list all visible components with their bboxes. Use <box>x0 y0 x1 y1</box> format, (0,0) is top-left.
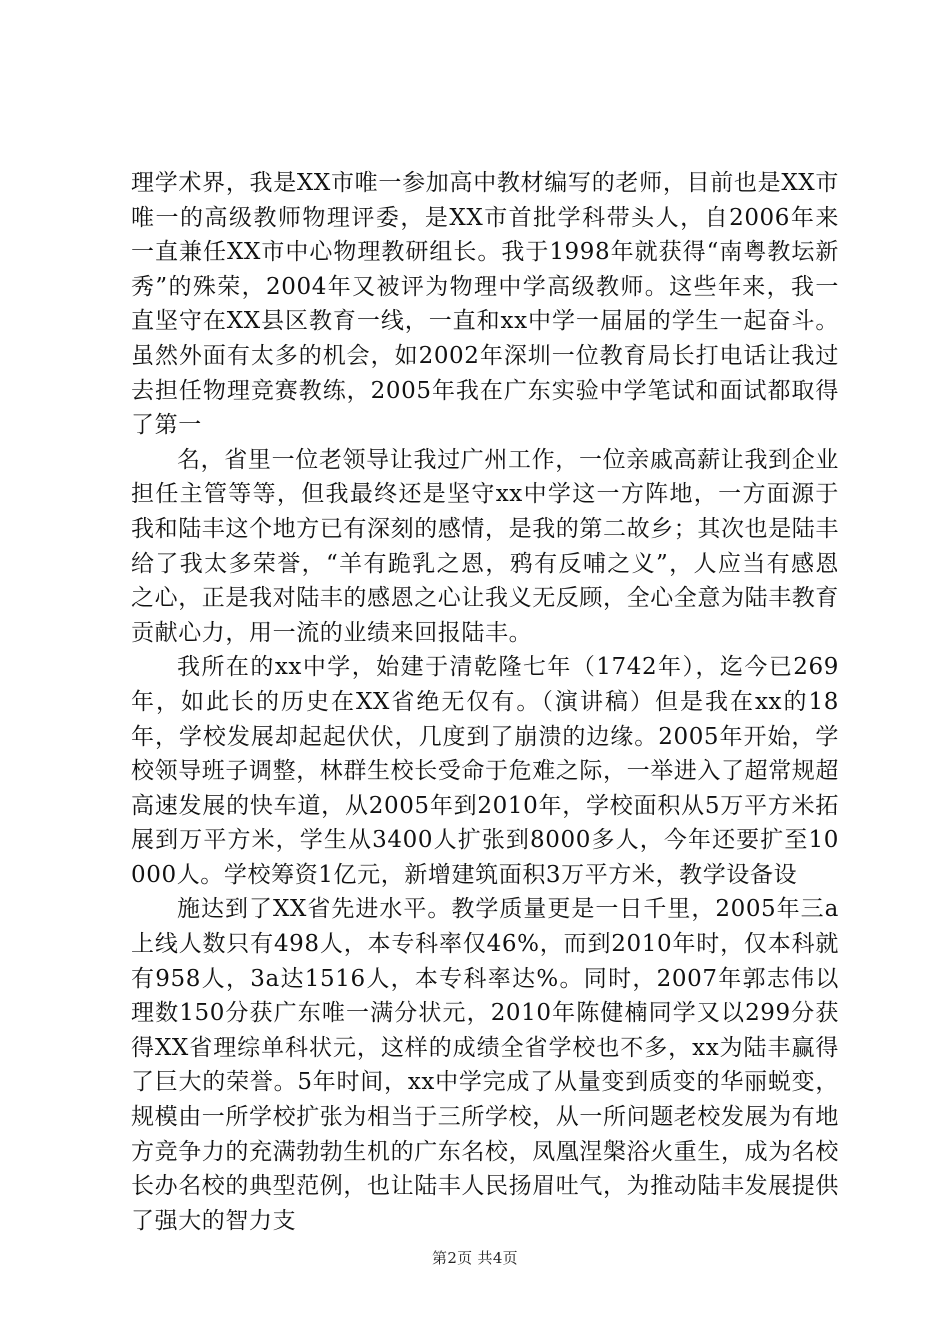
paragraph: 理学术界，我是XX市唯一参加高中教材编写的老师，目前也是XX市唯一的高级教师物理评委，是XX市首批学科带头人，自2006年来一直兼任XX市中心物理教研组长。我于1998年就获得“南粤教坛新秀”的殊荣，2004年又被评为物理中学高级教师。这些年来，我一直坚守在XX县区教育一线，一直和xx中学一届届的学生一起奋斗。虽然外面有太多的机会，如2002年深圳一位教育局长打电话让我过去担任物理竞赛教练，2005年我在广东实验中学笔试和面试都取得了第一 <box>131 170 839 439</box>
paragraph: 我所在的xx中学，始建于清乾隆七年（1742年），迄今已269年，如此长的历史在XX省绝无仅有。（演讲稿）但是我在xx的18年，学校发展却起起伏伏，几度到了崩溃的边缘。2005年开始，学校领导班子调整，林群生校长受命于危难之际，一举进入了超常规超高速发展的快车道，从2005年到2010年，学校面积从5万平方米拓展到万平方米，学生从3400人扩张到8000多人，今年还要扩至10000人。学校筹资1亿元，新增建筑面积3万平方米，教学设备设 <box>131 654 839 888</box>
page-footer <box>0 1247 950 1268</box>
paragraph: 名，省里一位老领导让我过广州工作，一位亲戚高薪让我到企业担任主管等等，但我最终还是坚守xx中学这一方阵地，一方面源于我和陆丰这个地方已有深刻的感情，是我的第二故乡；其次也是陆丰给了我太多荣誉，“羊有跪乳之恩，鸦有反哺之义”，人应当有感恩之心，正是我对陆丰的感恩之心让我义无反顾，全心全意为陆丰教育贡献心力，用一流的业绩来回报陆丰。 <box>131 446 839 646</box>
document-body <box>131 166 839 1238</box>
paragraph: 施达到了XX省先进水平。教学质量更是一日千里，2005年三a上线人数只有498人，本专科率仅46%，而到2010年时，仅本科就有958人，3a达1516人，本专科率达%。同时，2007年郭志伟以理数150分获广东唯一满分状元，2010年陈健楠同学又以299分获得XX省理综单科状元，这样的成绩全省学校也不多，xx为陆丰赢得了巨大的荣誉。5年时间，xx中学完成了从量变到质变的华丽蜕变，规模由一所学校扩张为相当于三所学校，从一所问题老校发展为有地方竞争力的充满勃勃生机的广东名校，凤凰涅槃浴火重生，成为名校长办名校的典型范例，也让陆丰人民扬眉吐气，为推动陆丰发展提供了强大的智力支 <box>131 896 839 1234</box>
page-number-label: 第2页 共4页 <box>432 1249 518 1267</box>
